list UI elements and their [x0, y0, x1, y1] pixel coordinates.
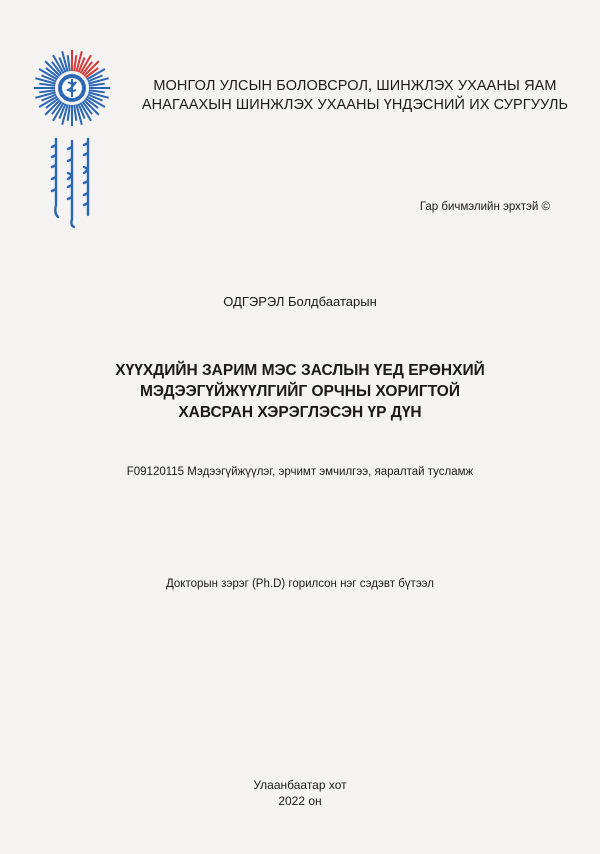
- place-and-year: [0, 777, 600, 809]
- place: Улаанбаатар хот: [253, 778, 347, 792]
- institution-name: [120, 77, 590, 115]
- logo-ray: [68, 55, 70, 71]
- title-line-3: ХАВСРАН ХЭРЭГЛЭСЭН ҮР ДҮН: [178, 404, 422, 421]
- title-line-1: ХҮҮХДИЙН ЗАРИМ МЭС ЗАСЛЫН ҮЕД ЕРӨНХИЙ: [115, 362, 485, 379]
- logo-ray: [89, 84, 105, 86]
- title-line-2: МЭДЭЭГҮЙЖҮҮЛГИЙГ ОРЧНЫ ХОРИГТОЙ: [140, 383, 460, 400]
- logo-ray: [39, 90, 55, 92]
- author-name: ОДГЭРЭЛ Болдбаатарын: [223, 294, 377, 309]
- thesis-title: [60, 360, 540, 423]
- logo-ray: [74, 105, 76, 121]
- university-logo-icon: [32, 48, 112, 128]
- logo-ray: [74, 55, 76, 71]
- ministry-line: МОНГОЛ УЛСЫН БОЛОВСРОЛ, ШИНЖЛЭХ УХААНЫ ЯАМ: [153, 78, 557, 94]
- year: 2022 он: [278, 794, 322, 808]
- specialty-code: F09120115 Мэдээгүйжүүлэг, эрчимт эмчилгээ, яаралтай тусламж: [126, 466, 474, 478]
- mongolian-script-seal: [44, 135, 104, 231]
- logo-ray: [39, 84, 55, 86]
- logo-ray: [68, 105, 70, 121]
- university-line: АНАГААХЫН ШИНЖЛЭХ УХААНЫ ҮНДЭСНИЙ ИХ СУРГУУЛЬ: [141, 97, 569, 113]
- copyright-notice: Гар бичмэлийн эрхтэй ©: [419, 201, 550, 213]
- logo-ray: [89, 90, 105, 92]
- degree-statement: Докторын зэрэг (Ph.D) горилсон нэг сэдэвт бүтээл: [165, 578, 435, 590]
